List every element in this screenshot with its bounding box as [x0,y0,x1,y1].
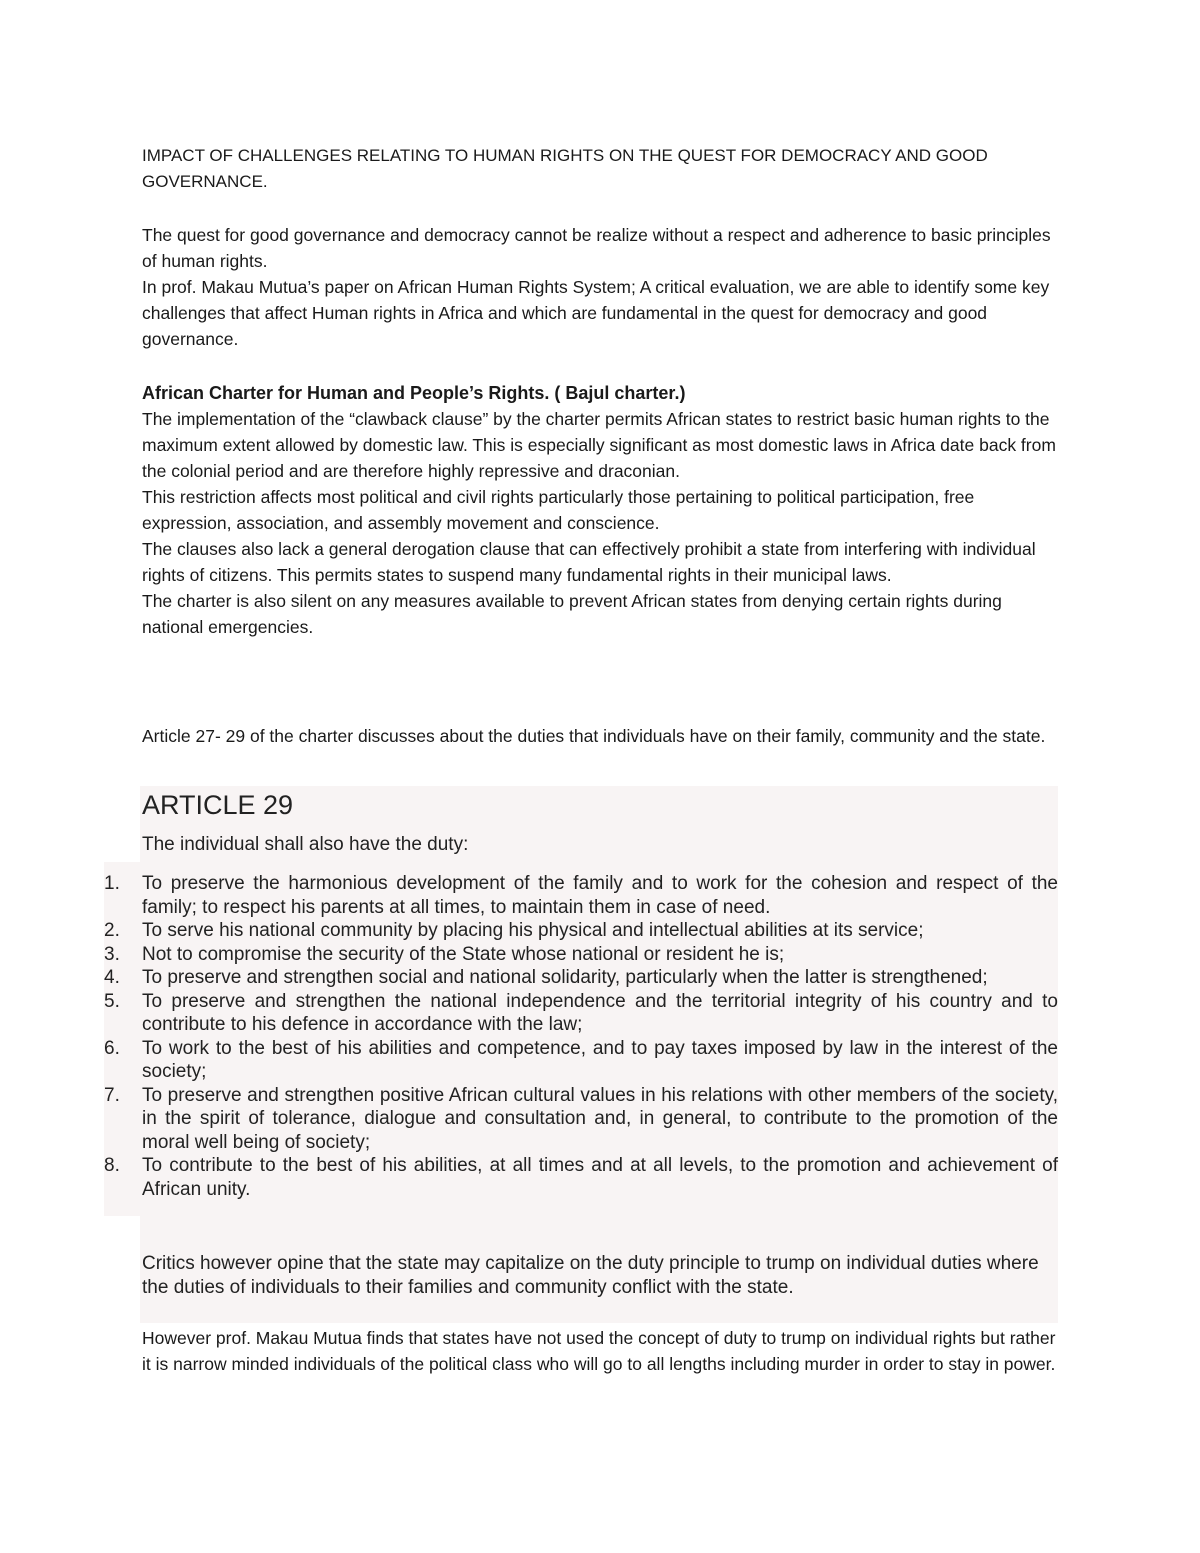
intro-paragraph-1: The quest for good governance and democracy cannot be realize without a respect and adherence to basic principles of human rights. [142,225,1051,271]
duty-item-7 [104,1084,1058,1155]
duty-item-8 [104,1154,1058,1201]
closing-paragraph: However prof. Makau Mutua finds that states have not used the concept of duty to trump on individual rights but rather it is narrow minded individuals of the political class who will go to all lengths including murder in order to stay in power. [142,1328,1056,1374]
intro-paragraph-2: In prof. Makau Mutua’s paper on African Human Rights System; A critical evaluation, we are able to identify some key challenges that affect Human rights in Africa and which are fundamental in the quest for democracy and good governance. [142,277,1050,349]
duty-text: To preserve the harmonious development of the family and to work for the cohesion and respect of the family; to respect his parents at all times, to maintain them in case of need. [142,873,1058,918]
duty-number: 3. [104,943,120,965]
duty-number: 6. [104,1037,120,1059]
duty-number: 4. [104,967,120,988]
charter-paragraph-3: The clauses also lack a general derogation clause that can effectively prohibit a state from interfering with individual rights of citizens. This permits states to suspend many fundamental rights in their municipal laws. [142,539,1036,585]
duty-item-1 [104,872,1058,919]
charter-heading: African Charter for Human and People’s Rights. ( Bajul charter.) [142,383,686,403]
charter-section [142,380,1062,640]
duty-text: To preserve and strengthen positive African cultural values in his relations with other members of the society, in the spirit of tolerance, dialogue and consultation and, in general, to contribute to the promotion of the moral well being of society; [142,1084,1058,1153]
duty-item-6 [104,1037,1058,1084]
duty-text: To work to the best of his abilities and competence, and to pay taxes imposed by law in the interest of the society; [142,1037,1058,1082]
duty-item-4 [104,966,1058,990]
duty-item-2 [104,919,1058,943]
duty-number: 5. [104,990,120,1012]
duty-number: 7. [104,1084,120,1106]
intro-section [142,222,1062,352]
duty-text: To contribute to the best of his abilities, at all times and at all levels, to the promotion and achievement of African unity. [142,1155,1058,1200]
charter-paragraph-4: The charter is also silent on any measures available to prevent African states from denying certain rights during national emergencies. [142,591,1002,637]
duty-text: To preserve and strengthen the national independence and the territorial integrity of his country and to contribute to his defence in accordance with the law; [142,990,1058,1035]
critics-paragraph: Critics however opine that the state may capitalize on the duty principle to trump on individual duties where the duties of individuals to their families and community conflict with the state. [142,1253,1039,1298]
duty-text: To serve his national community by placing his physical and intellectual abilities at its service; [142,920,924,941]
article-title: ARTICLE 29 [142,790,294,820]
document-title: IMPACT OF CHALLENGES RELATING TO HUMAN RIGHTS ON THE QUEST FOR DEMOCRACY AND GOOD GOVERNANCE. [142,146,988,191]
charter-paragraph-2: This restriction affects most political and civil rights particularly those pertaining to political participation, free expression, association, and assembly movement and conscience. [142,487,975,533]
article-intro: The individual shall also have the duty: [142,834,469,855]
charter-paragraph-1: The implementation of the “clawback clause” by the charter permits African states to restrict basic human rights to the maximum extent allowed by domestic law. This is especially significant as most domestic laws in Africa date back from the colonial period and are therefore highly repressive and draconian. [142,409,1056,481]
duty-text: Not to compromise the security of the State whose national or resident he is; [142,943,785,965]
duty-text: To preserve and strengthen social and national solidarity, particularly when the latter is strengthened; [142,967,988,988]
duty-item-5 [104,990,1058,1037]
article-29-quote-block [104,786,1058,1323]
duty-number: 8. [104,1155,120,1176]
duty-list [104,872,1058,1201]
duty-item-3 [104,943,1058,967]
article-reference-paragraph: Article 27- 29 of the charter discusses about the duties that individuals have on their family, community and the state. [142,726,1046,746]
duty-number: 2. [104,920,120,941]
duty-number: 1. [104,873,120,894]
